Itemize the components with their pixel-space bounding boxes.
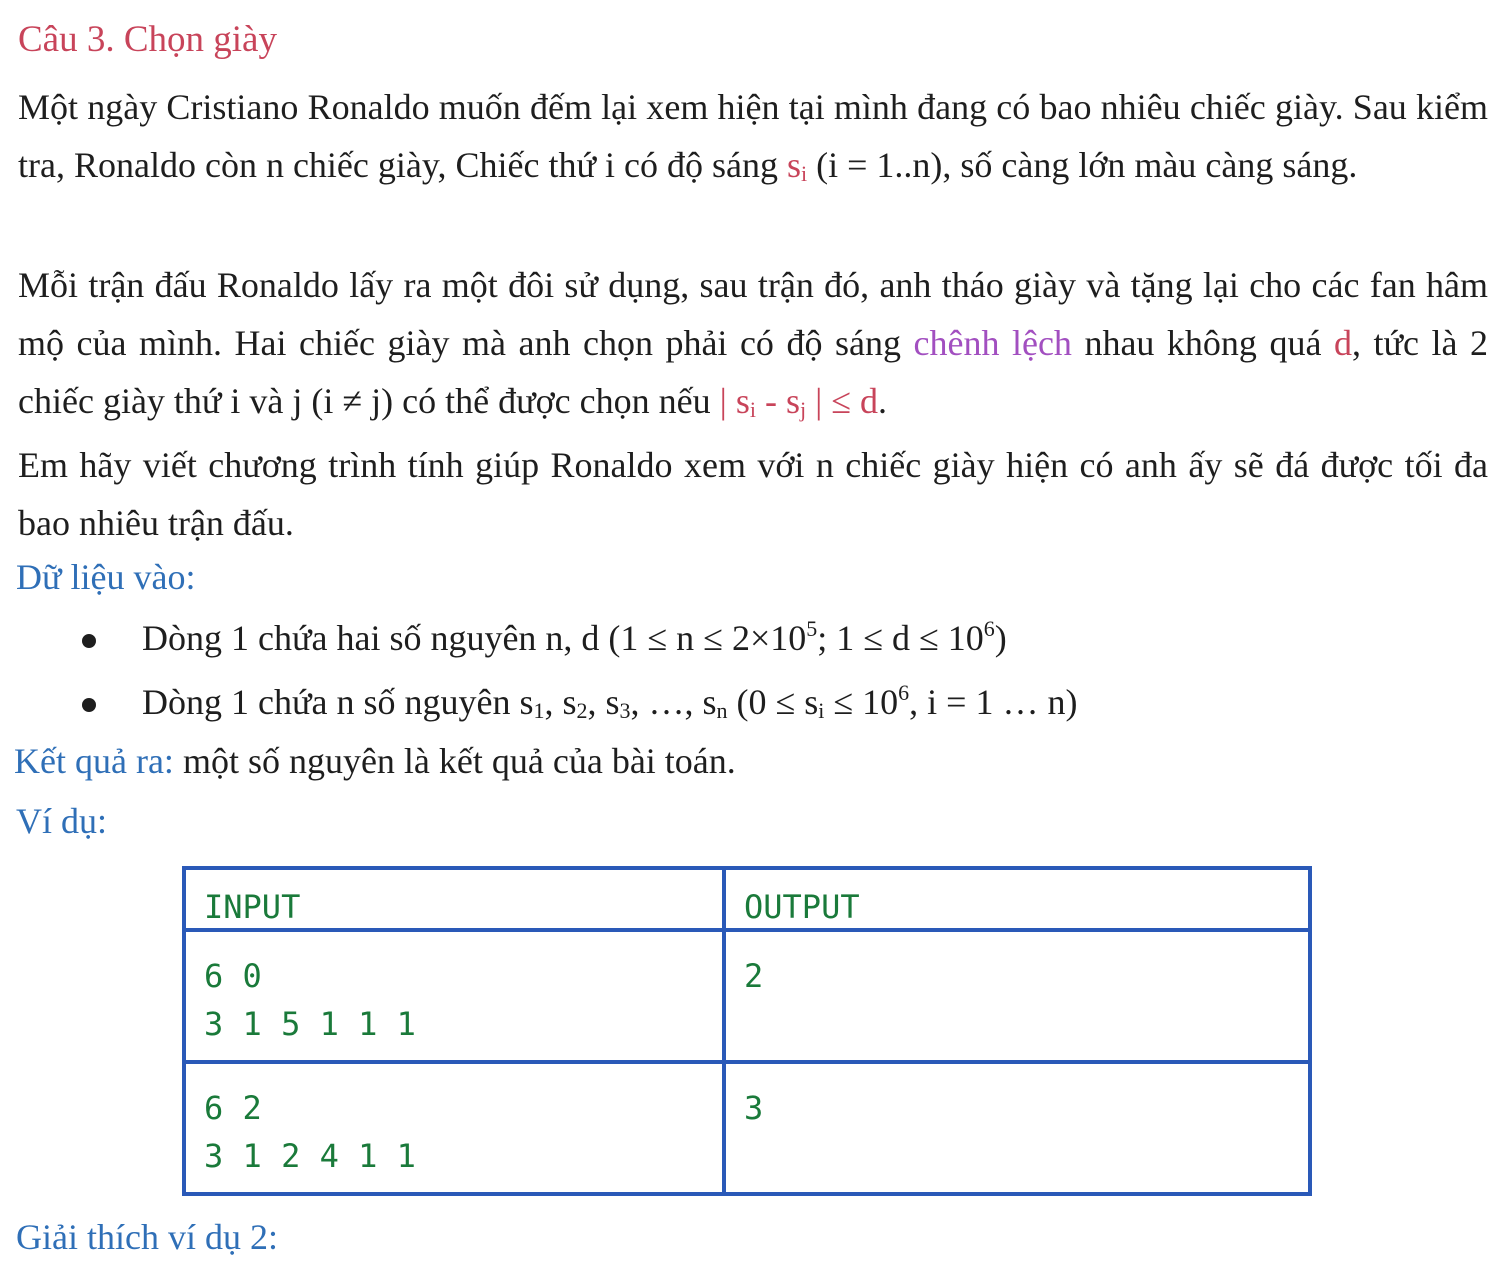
bullet-dot-icon bbox=[82, 698, 96, 712]
example-output-cell: 3 bbox=[724, 1062, 1310, 1194]
task-paragraph: Em hãy viết chương trình tính giúp Ronaldo xem với n chiếc giày hiện có anh ấy sẽ đá được tối đa bao nhiêu trận đấu. bbox=[18, 445, 1488, 543]
example-table bbox=[182, 866, 1312, 1196]
intro-paragraph: Một ngày Cristiano Ronaldo muốn đếm lại xem hiện tại mình đang có bao nhiêu chiếc giày. Sau kiểm tra, Ronaldo còn n chiếc giày, Chiếc thứ i có độ sáng $s_i$ (i = 1..n), số càng lớn màu càng sáng. bbox=[18, 87, 1488, 186]
table-row bbox=[184, 930, 1310, 1062]
table-header-row bbox=[184, 868, 1310, 930]
example-output-cell: 2 bbox=[724, 930, 1310, 1062]
highlight-difference: chênh lệch bbox=[913, 323, 1072, 363]
example-heading: Ví dụ: bbox=[16, 801, 108, 841]
output-heading: Kết quả ra: bbox=[14, 741, 174, 781]
input-line-2: Dòng 1 chứa n số nguyên $s_1$, $s_2$, $s_3$, …, $s_n$ ($0 \le s_i \le 10^6$, i = 1 … n) bbox=[142, 680, 1077, 724]
input-heading: Dữ liệu vào: bbox=[16, 557, 196, 597]
problem-title: Câu 3. Chọn giày bbox=[18, 19, 277, 60]
header-output: OUTPUT bbox=[724, 868, 1310, 930]
table-row bbox=[184, 1062, 1310, 1194]
explanation-heading: Giải thích ví dụ 2: bbox=[16, 1217, 278, 1257]
bullet-dot-icon bbox=[82, 634, 96, 648]
example-input-cell: 6 0 3 1 5 1 1 1 bbox=[184, 930, 724, 1062]
highlight-d: d bbox=[1333, 323, 1352, 363]
example-input-cell: 6 2 3 1 2 4 1 1 bbox=[184, 1062, 724, 1194]
condition-formula: | $s_i - s_j$ | ≤ d bbox=[719, 381, 879, 422]
input-line-1: Dòng 1 chứa hai số nguyên n, d ($1 \le n \le 2\times 10^5$; $1 \le d \le 10^6$) bbox=[142, 616, 1007, 659]
rule-paragraph: Mỗi trận đấu Ronaldo lấy ra một đôi sử dụng, sau trận đó, anh tháo giày và tặng lại cho các fan hâm mộ của mình. Hai chiếc giày mà anh chọn phải có độ sáng chênh lệch nhau không quá d, tức là 2 chiếc giày thứ i và j (i ≠ j) có thể được chọn nếu | $s_i - s_j$ | ≤ d. bbox=[18, 265, 1488, 422]
output-description: Kết quả ra: một số nguyên là kết quả của bài toán. bbox=[14, 741, 736, 781]
header-input: INPUT bbox=[184, 868, 724, 930]
